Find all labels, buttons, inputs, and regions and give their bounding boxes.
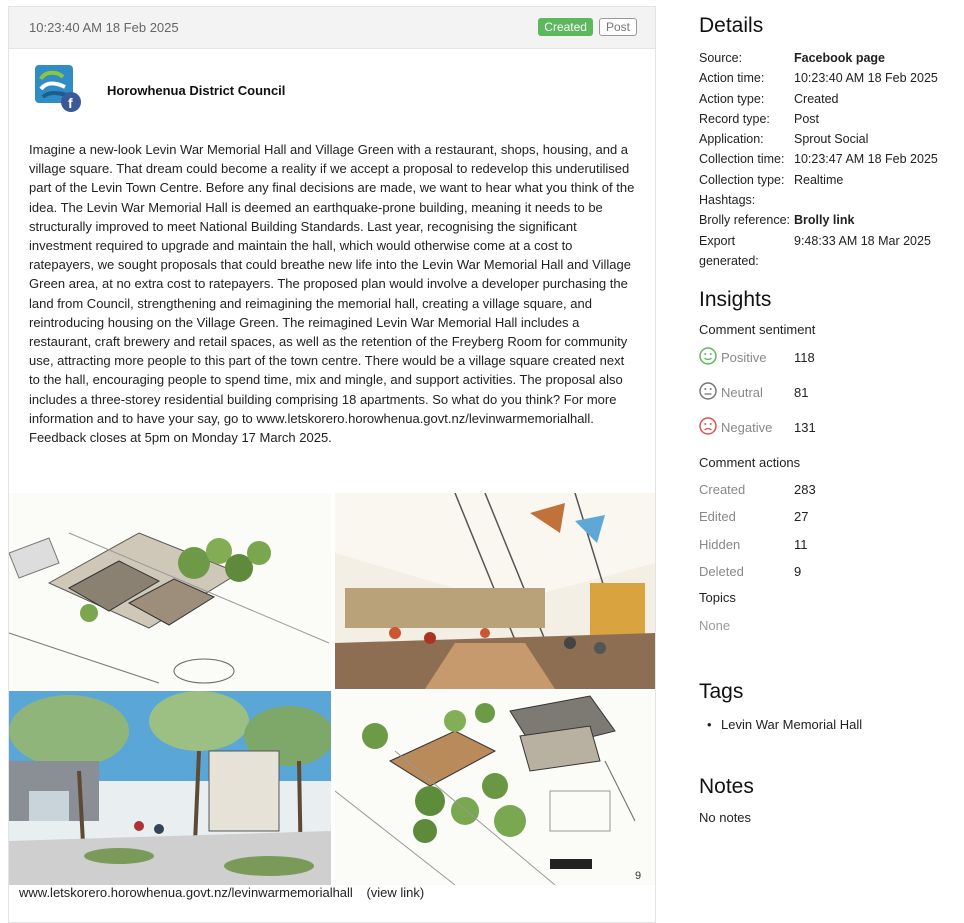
sentiment-neutral [699,381,964,403]
detail-value: 9:48:33 AM 18 Mar 2025 [794,233,931,248]
detail-key: Action type: [699,91,765,106]
sentiment-label: Negative [721,419,773,435]
post-header [9,7,655,49]
notes-title: Notes [699,775,754,798]
detail-key: Application: [699,132,764,147]
detail-value: 10:23:40 AM 18 Feb 2025 [794,71,938,86]
svg-text:f: f [68,95,73,111]
neutral-face-icon [699,382,717,403]
detail-row-action-time [699,68,964,88]
topics-value: None [699,618,731,633]
street-aerial-sketch-image[interactable] [335,691,655,885]
smile-icon [699,347,717,368]
detail-row-application [699,129,964,149]
action-count: 9 [794,564,802,579]
detail-key: Hashtags: [699,193,756,208]
detail-key: Brolly reference: [699,213,791,228]
notes-value: No notes [699,810,752,825]
comment-actions-title: Comment actions [699,455,801,470]
post-images[interactable] [9,493,655,885]
details-title: Details [699,14,764,37]
brolly-link[interactable]: Brolly link [794,213,855,228]
detail-key: generated: [699,253,759,268]
detail-key: Source: [699,51,743,65]
detail-row-record-type [699,109,964,129]
post-link-url[interactable]: www.letskorero.horowhenua.govt.nz/levinwarmemorialhall [19,885,353,900]
detail-key: Record type: [699,111,770,126]
action-label: Created [699,482,746,497]
sentiment-count: 81 [794,384,809,400]
detail-key: Action time: [699,71,765,86]
action-created [699,482,964,497]
view-link-button[interactable]: (view link) [366,885,425,900]
post-link-row [19,885,424,900]
author-name: Horowhenua District Council [107,83,286,98]
sentiment-negative [699,416,964,438]
detail-value: 10:23:47 AM 18 Feb 2025 [794,152,938,167]
detail-row-export-generated [699,251,964,271]
sentiment-positive [699,346,964,368]
frown-icon [699,417,717,438]
post-type-badge: Post [599,18,637,36]
insights-title: Insights [699,288,772,311]
action-count: 283 [794,482,816,497]
action-label: Hidden [699,537,741,552]
detail-value: Sprout Social [794,132,869,147]
detail-value: Created [794,91,839,106]
action-deleted [699,564,964,579]
detail-row-collection-time [699,149,964,169]
topics-title: Topics [699,590,736,605]
post-time: 10:23:40 AM 18 Feb 2025 [29,20,179,35]
details-list [699,48,964,271]
image-count-label: 9 [635,870,642,882]
council-logo-with-facebook-icon [35,65,83,113]
sentiment-title: Comment sentiment [699,322,816,337]
sentiment-count: 118 [794,349,815,365]
tag-item[interactable]: • Levin War Memorial Hall [721,717,862,732]
detail-row-hashtags [699,190,964,210]
detail-row-source [699,48,964,68]
created-badge: Created [538,18,593,36]
detail-key: Export [699,233,736,248]
interior-sketch-image[interactable] [335,493,655,689]
action-count: 27 [794,509,809,524]
detail-row-brolly-reference [699,210,964,230]
detail-row-export [699,231,964,251]
detail-key: Collection type: [699,172,785,187]
post-badges [538,18,637,36]
action-label: Deleted [699,564,744,579]
aerial-site-sketch-image[interactable] [9,493,331,689]
post-card [8,6,656,923]
detail-row-action-type [699,89,964,109]
village-square-sketch-image[interactable] [9,691,331,885]
action-label: Edited [699,509,736,524]
sentiment-label: Positive [721,349,767,365]
detail-value: Facebook page [794,51,885,65]
action-edited [699,509,964,524]
action-count: 11 [794,537,808,552]
detail-row-collection-type [699,170,964,190]
action-hidden [699,537,964,552]
detail-value: Realtime [794,172,844,187]
detail-value: Post [794,111,820,126]
sentiment-label: Neutral [721,384,763,400]
author-row [35,65,286,113]
post-text: Imagine a new-look Levin War Memorial Hall and Village Green with a restaurant, shops, housing, and a village square. That dream could become a reality if we accept a proposal to redevelop this underutilised part of the Levin Town Centre. Before any final decisions are made, we want to hear what you think of the idea. The Levin War Memorial Hall is deemed an earthquake-prone building, meaning it needs to be structurally improved to meet National Building Standards. Last year, recognising the significant investment required to upgrade and maintain the hall, which would otherwise come at a cost to ratepayers, we sought proposals that could breathe new life into the Levin War Memorial Hall and Village Green area, at no extra cost to ratepayers. The proposed plan would involve a developer purchasing the land from Council, strengthening and reimagining the memorial hall, creating a village square, and reintroducing housing on the Village Green. The reimagined Levin War Memorial Hall includes a restaurant, craft brewery and retail spaces, as well as the retention of the Freyberg Room for community use, attracting more people to this part of the town centre. There would be a village square created next to the hall, encouraging people to spend time, mix and mingle, and support activities. The proposal also includes a three-storey residential building comprising 18 apartments. So what do you think? For more information and to have your say, go to www.letskorero.horowhenua.govt.nz/levinwarmemorialhall. Feedback closes at 5pm on Monday 17 March 2025. [29,142,635,446]
sentiment-count: 131 [794,419,816,435]
detail-key: Collection time: [699,152,785,167]
tags-title: Tags [699,680,744,703]
